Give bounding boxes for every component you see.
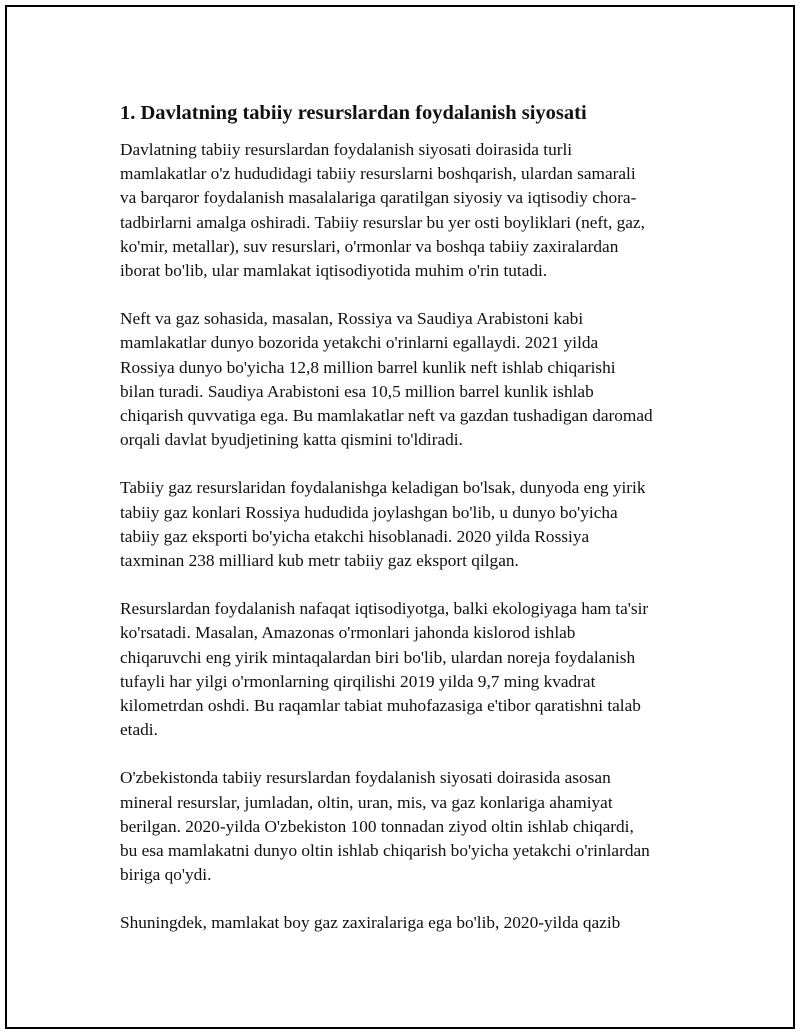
paragraph-line: tufayli har yilgi o'rmonlarning qirqilishi 2019 yilda 9,7 ming kvadrat (120, 671, 596, 691)
document-body (120, 100, 700, 960)
paragraph-line: etadi. (120, 720, 158, 740)
paragraph-uzbekistan (120, 766, 700, 887)
section-heading: 1. Davlatning tabiiy resurslardan foydalanish siyosati (120, 102, 587, 124)
paragraph-line: Davlatning tabiiy resurslardan foydalanish siyosati doirasida turli (120, 140, 573, 159)
document-page (5, 5, 795, 1029)
paragraph-line: iborat bo'lib, ular mamlakat iqtisodiyotida muhim o'rin tutadi. (120, 261, 548, 281)
paragraph-gas-reserves (120, 911, 700, 935)
paragraph-line: Tabiiy gaz resurslaridan foydalanishga keladigan bo'lsak, dunyoda eng yirik (120, 478, 646, 498)
paragraph-line: mamlakatlar o'z hududidagi tabiiy resurslarni boshqarish, ulardan samarali (120, 164, 636, 184)
paragraph-line: mineral resurslar, jumladan, oltin, uran, mis, va gaz konlariga ahamiyat (120, 792, 613, 812)
paragraph-line: bilan turadi. Saudiya Arabistoni esa 10,5 million barrel kunlik ishlab (120, 381, 594, 401)
paragraph-line: chiqaruvchi eng yirik mintaqalardan biri bo'lib, ulardan noreja foydalanish (120, 647, 636, 667)
paragraph-intro (120, 138, 700, 283)
paragraph-oil-gas (120, 307, 700, 452)
paragraph-line: tadbirlarni amalga oshiradi. Tabiiy resurslar bu yer osti boyliklari (neft, gaz, (120, 212, 645, 232)
paragraph-line: chiqarish quvvatiga ega. Bu mamlakatlar neft va gazdan tushadigan daromad (120, 406, 653, 426)
paragraph-line: mamlakatlar dunyo bozorida yetakchi o'rinlarni egallaydi. 2021 yilda (120, 333, 599, 353)
paragraph-line: ko'rsatadi. Masalan, Amazonas o'rmonlari jahonda kislorod ishlab (120, 623, 576, 643)
paragraph-line: Resurslardan foydalanish nafaqat iqtisodiyotga, balki ekologiyaga ham ta'sir (120, 599, 649, 619)
paragraph-line: Neft va gaz sohasida, masalan, Rossiya va Saudiya Arabistoni kabi (120, 309, 584, 329)
paragraph-line: kilometrdan oshdi. Bu raqamlar tabiat muhofazasiga e'tibor qaratishni talab (120, 696, 641, 716)
paragraph-line: orqali davlat byudjetining katta qismini to'ldiradi. (120, 430, 463, 450)
paragraph-line: ko'mir, metallar), suv resurslari, o'rmonlar va boshqa tabiiy zaxiralardan (120, 236, 619, 256)
paragraph-line: O'zbekistonda tabiiy resurslardan foydalanish siyosati doirasida asosan (120, 768, 611, 788)
paragraph-line: biriga qo'ydi. (120, 865, 212, 885)
paragraph-line: tabiiy gaz konlari Rossiya hududida joylashgan bo'lib, u dunyo bo'yicha (120, 502, 618, 522)
paragraph-line: va barqaror foydalanish masalalariga qaratilgan siyosiy va iqtisodiy chora- (120, 188, 637, 208)
paragraph-line: taxminan 238 milliard kub metr tabiiy gaz eksport qilgan. (120, 551, 519, 571)
paragraph-line: Shuningdek, mamlakat boy gaz zaxiralariga ega bo'lib, 2020-yilda qazib (120, 913, 621, 933)
paragraph-line: bu esa mamlakatni dunyo oltin ishlab chiqarish bo'yicha yetakchi o'rinlardan (120, 841, 650, 861)
paragraph-line: berilgan. 2020-yilda O'zbekiston 100 tonnadan ziyod oltin ishlab chiqardi, (120, 816, 634, 836)
paragraph-line: tabiiy gaz eksporti bo'yicha etakchi hisoblanadi. 2020 yilda Rossiya (120, 526, 590, 546)
paragraph-natural-gas (120, 476, 700, 573)
paragraph-ecology (120, 597, 700, 742)
paragraph-line: Rossiya dunyo bo'yicha 12,8 million barrel kunlik neft ishlab chiqarishi (120, 357, 616, 377)
